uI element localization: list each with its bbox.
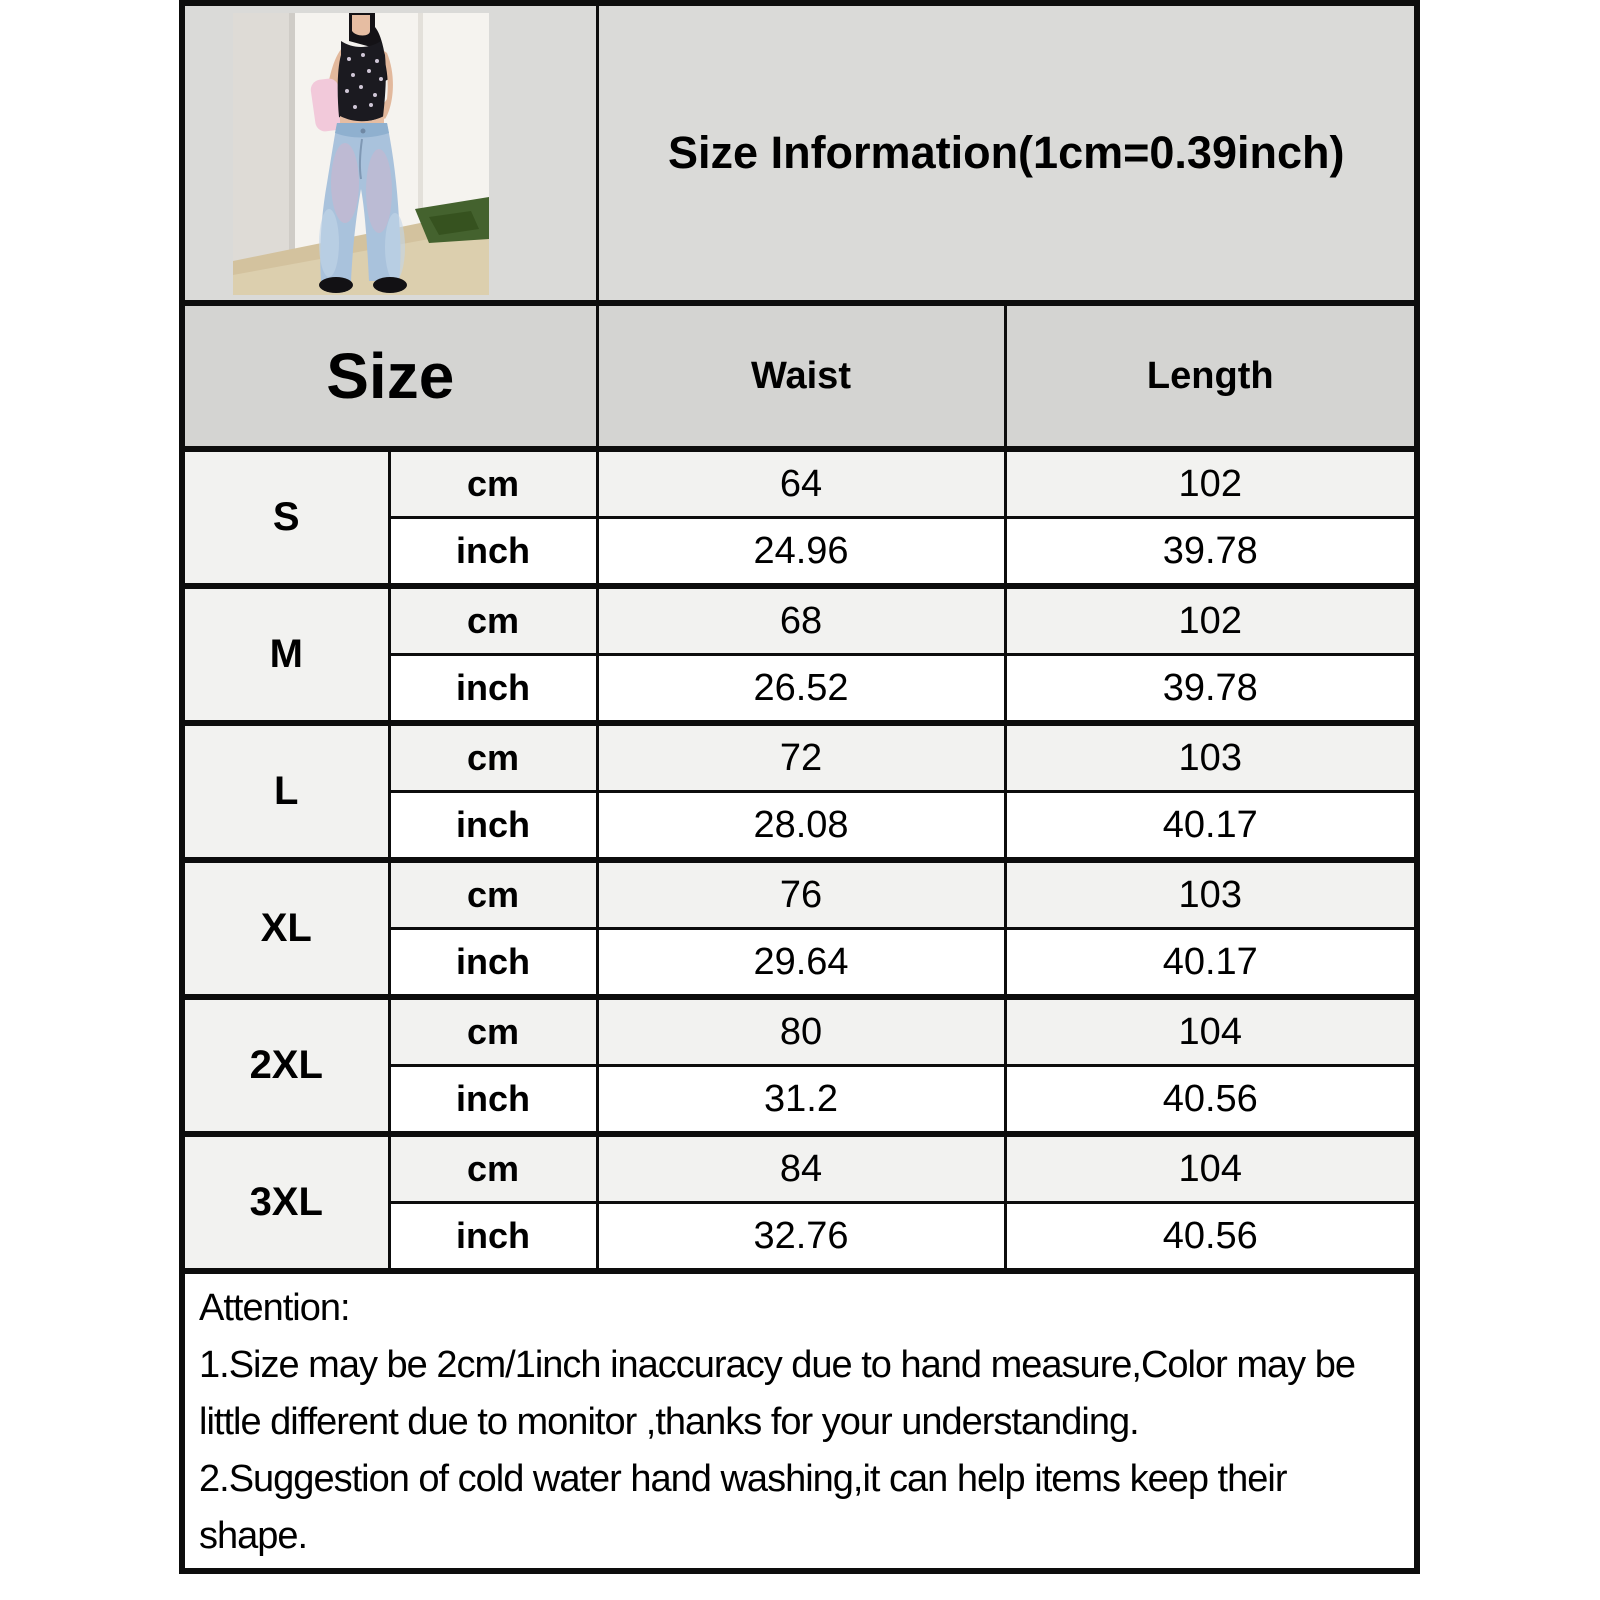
attention-row: [182, 1271, 1417, 1571]
unit-label: inch: [389, 929, 597, 998]
waist-value: 68: [597, 586, 1005, 655]
product-photo: [233, 13, 489, 295]
attention-note-1: 1.Size may be 2cm/1inch inaccuracy due to hand measure,Color may be little different due to monitor ,thanks for your understanding.: [199, 1344, 1355, 1443]
table-row: [182, 449, 1417, 518]
unit-label: cm: [389, 586, 597, 655]
size-label-s: S: [182, 449, 389, 586]
unit-label: inch: [389, 1203, 597, 1272]
size-chart-table: [179, 0, 1420, 1574]
size-label-l: L: [182, 723, 389, 860]
size-column-header: Size: [182, 303, 597, 449]
length-value: 102: [1005, 449, 1417, 518]
length-value: 40.17: [1005, 929, 1417, 998]
length-column-header: Length: [1005, 303, 1417, 449]
unit-label: inch: [389, 655, 597, 724]
waist-value: 80: [597, 997, 1005, 1066]
top-row: [182, 3, 1417, 303]
unit-label: cm: [389, 997, 597, 1066]
table-row: [182, 1134, 1417, 1203]
unit-label: cm: [389, 449, 597, 518]
size-information-title: Size Information(1cm=0.39inch): [668, 127, 1345, 178]
length-value: 103: [1005, 723, 1417, 792]
length-value: 39.78: [1005, 518, 1417, 587]
waist-value: 28.08: [597, 792, 1005, 861]
unit-label: cm: [389, 1134, 597, 1203]
waist-value: 84: [597, 1134, 1005, 1203]
waist-value: 26.52: [597, 655, 1005, 724]
table-row: [182, 586, 1417, 655]
waist-column-header: Waist: [597, 303, 1005, 449]
waist-value: 72: [597, 723, 1005, 792]
length-value: 102: [1005, 586, 1417, 655]
table-header-row: [182, 303, 1417, 449]
product-photo-cell: [182, 3, 597, 303]
waist-value: 24.96: [597, 518, 1005, 587]
length-value: 104: [1005, 1134, 1417, 1203]
table-row: [182, 723, 1417, 792]
unit-label: inch: [389, 792, 597, 861]
unit-label: inch: [389, 518, 597, 587]
waist-value: 29.64: [597, 929, 1005, 998]
table-row: [182, 860, 1417, 929]
unit-label: cm: [389, 860, 597, 929]
product-photo-illustration: [233, 13, 489, 295]
attention-note-2: 2.Suggestion of cold water hand washing,it can help items keep their shape.: [199, 1458, 1287, 1557]
table-row: [182, 997, 1417, 1066]
waist-value: 64: [597, 449, 1005, 518]
size-label-2xl: 2XL: [182, 997, 389, 1134]
length-value: 39.78: [1005, 655, 1417, 724]
waist-value: 31.2: [597, 1066, 1005, 1135]
waist-value: 32.76: [597, 1203, 1005, 1272]
length-value: 103: [1005, 860, 1417, 929]
waist-value: 76: [597, 860, 1005, 929]
size-information-title-cell: [597, 3, 1417, 303]
attention-cell: [182, 1271, 1417, 1571]
size-label-xl: XL: [182, 860, 389, 997]
length-value: 40.56: [1005, 1066, 1417, 1135]
unit-label: cm: [389, 723, 597, 792]
attention-heading: Attention:: [199, 1287, 350, 1329]
size-label-m: M: [182, 586, 389, 723]
unit-label: inch: [389, 1066, 597, 1135]
length-value: 40.56: [1005, 1203, 1417, 1272]
length-value: 40.17: [1005, 792, 1417, 861]
length-value: 104: [1005, 997, 1417, 1066]
size-label-3xl: 3XL: [182, 1134, 389, 1271]
